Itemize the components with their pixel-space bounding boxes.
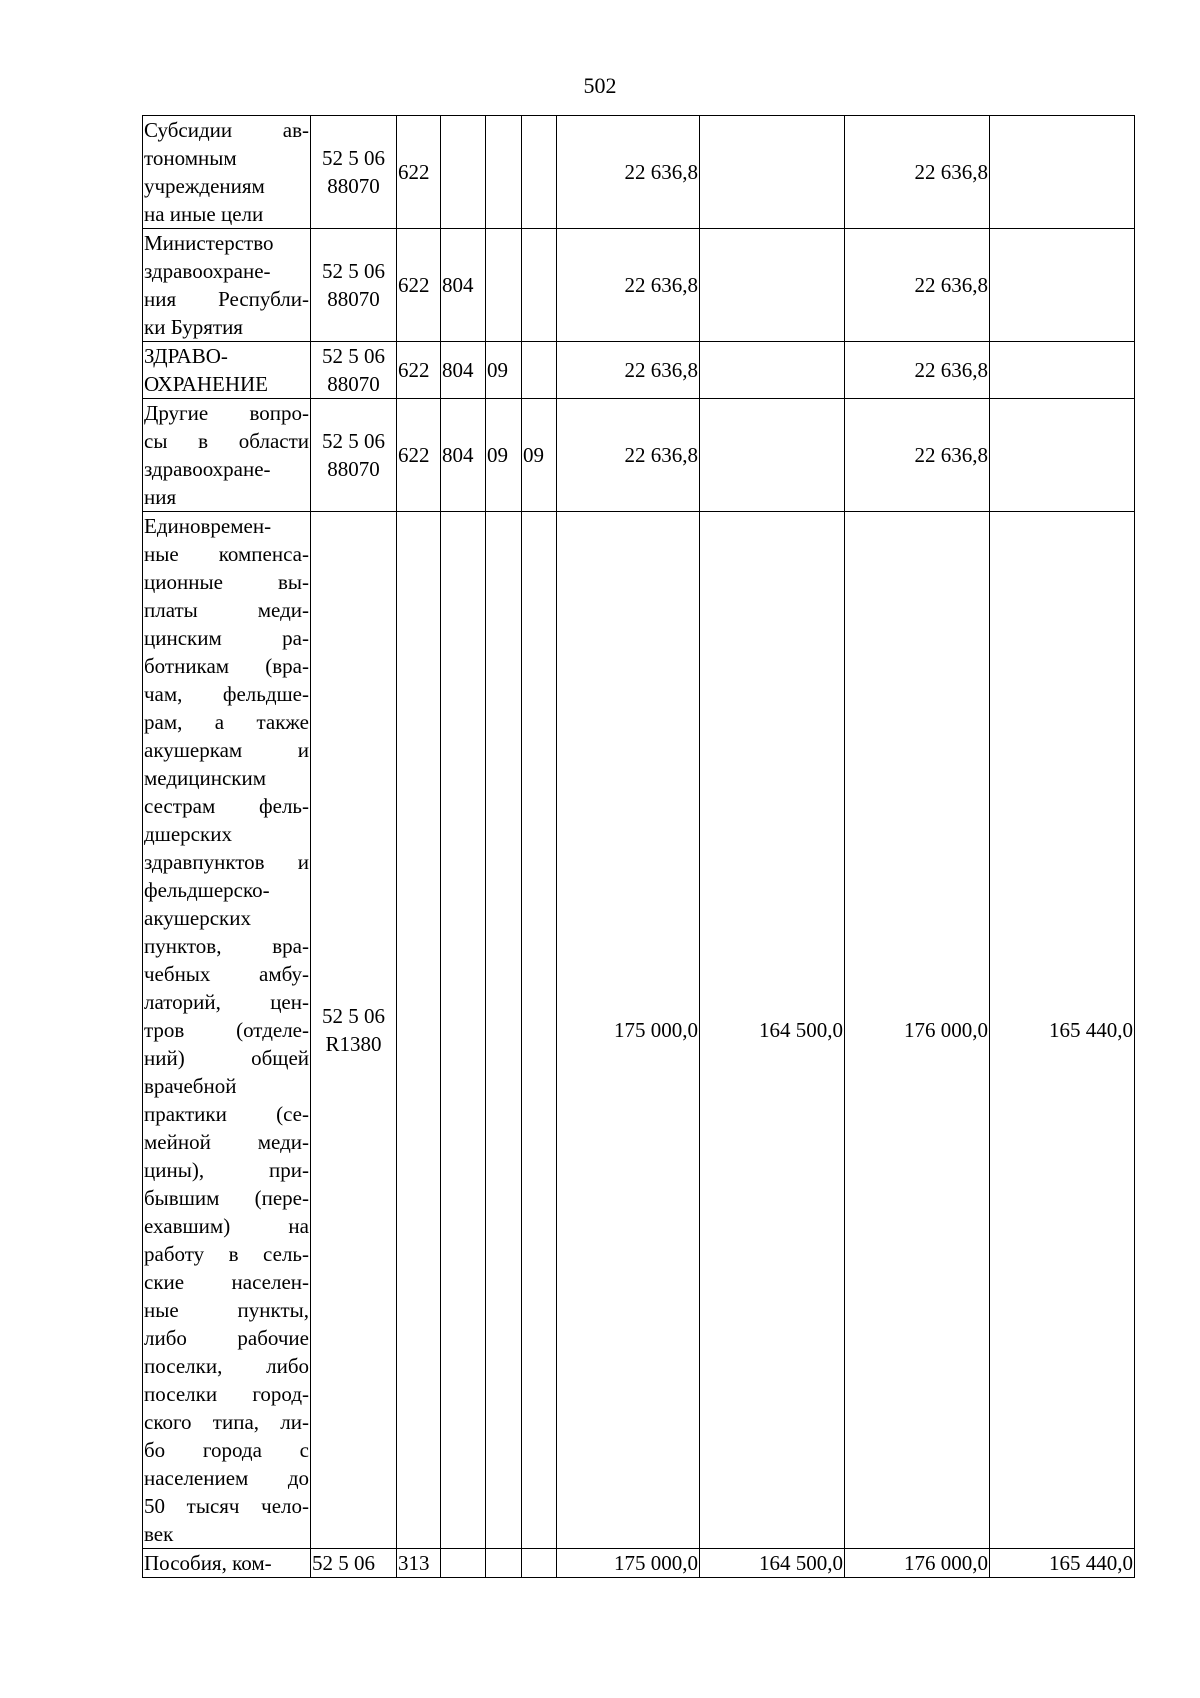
amount-col-1: 175 000,0 (557, 1549, 700, 1578)
ministry-code: 804 (441, 399, 486, 512)
description-line: 50 тысяч чело- (144, 1494, 309, 1518)
ministry-code (441, 1549, 486, 1578)
target-article-code (311, 229, 397, 342)
target-article-code (311, 116, 397, 229)
amount-col-4 (990, 229, 1135, 342)
description-line: сестрам фель- (144, 794, 309, 818)
table-row (143, 116, 1135, 229)
description-line: ботникам (вра- (144, 654, 309, 678)
description-line: чебных амбу- (144, 962, 309, 986)
subsection-code (522, 1549, 557, 1578)
section-code: 09 (486, 342, 522, 399)
description-line: Министерство (144, 231, 274, 255)
amount-col-1: 22 636,8 (557, 229, 700, 342)
description-line: ные компенса- (144, 542, 309, 566)
description-line: рам, а также (144, 710, 309, 734)
subsection-code (522, 116, 557, 229)
description-line: поселки, либо (144, 1354, 309, 1378)
item-description (143, 229, 311, 342)
description-line: ского типа, ли- (144, 1410, 309, 1434)
item-description (143, 399, 311, 512)
table-row (143, 512, 1135, 1549)
description-line: цинским ра- (144, 626, 309, 650)
expense-type-code: 622 (397, 229, 441, 342)
code-line: 88070 (327, 457, 380, 481)
ministry-code: 804 (441, 342, 486, 399)
description-line: врачебной (144, 1074, 237, 1098)
table-row (143, 1549, 1135, 1578)
description-line: здравоохране- (144, 457, 271, 481)
description-line: цины), при- (144, 1158, 309, 1182)
section-code (486, 1549, 522, 1578)
amount-col-2 (700, 342, 845, 399)
description-line: Единовремен- (144, 514, 272, 538)
description-line: дшерских (144, 822, 232, 846)
description-line: чам, фельдше- (144, 682, 309, 706)
subsection-code: 09 (522, 399, 557, 512)
code-line: 52 5 06 (322, 429, 385, 453)
table-row (143, 399, 1135, 512)
description-line: ния (144, 485, 177, 509)
description-line: ОХРАНЕНИЕ (144, 372, 269, 396)
description-line: населением до (144, 1466, 309, 1490)
item-description (143, 342, 311, 399)
description-line: Пособия, ком- (144, 1551, 272, 1575)
code-line: 52 5 06 (322, 259, 385, 283)
code-line: R1380 (325, 1032, 382, 1056)
description-line: ехавшим) на (144, 1214, 309, 1238)
amount-col-3: 176 000,0 (845, 512, 990, 1549)
description-line: пунктов, вра- (144, 934, 309, 958)
code-line: 52 5 06 (322, 1004, 385, 1028)
description-line: тономным (144, 146, 237, 170)
expense-type-code: 313 (397, 1549, 441, 1578)
amount-col-3: 22 636,8 (845, 342, 990, 399)
description-line: здравпунктов и (144, 850, 309, 874)
expense-type-code (397, 512, 441, 1549)
description-line: ний) общей (144, 1046, 309, 1070)
table-body (143, 116, 1135, 1578)
description-line: век (144, 1522, 174, 1546)
ministry-code (441, 512, 486, 1549)
target-article-code (311, 399, 397, 512)
section-code (486, 116, 522, 229)
amount-col-3: 176 000,0 (845, 1549, 990, 1578)
description-line: либо рабочие (144, 1326, 309, 1350)
budget-table (142, 115, 1135, 1578)
description-line: на иные цели (144, 202, 264, 226)
description-line: латорий, цен- (144, 990, 309, 1014)
amount-col-3: 22 636,8 (845, 116, 990, 229)
amount-col-1: 22 636,8 (557, 116, 700, 229)
subsection-code (522, 512, 557, 1549)
subsection-code (522, 342, 557, 399)
description-line: акушеркам и (144, 738, 309, 762)
amount-col-3: 22 636,8 (845, 229, 990, 342)
target-article-code (311, 1549, 397, 1578)
description-line: бывшим (пере- (144, 1186, 309, 1210)
item-description (143, 512, 311, 1549)
ministry-code (441, 116, 486, 229)
amount-col-4: 165 440,0 (990, 512, 1135, 1549)
code-line: 52 5 06 (322, 146, 385, 170)
expense-type-code: 622 (397, 399, 441, 512)
amount-col-3: 22 636,8 (845, 399, 990, 512)
amount-col-1: 175 000,0 (557, 512, 700, 1549)
description-line: учреждениям (144, 174, 265, 198)
description-line: медицинским (144, 766, 267, 790)
amount-col-2 (700, 229, 845, 342)
description-line: ния Республи- (144, 287, 309, 311)
amount-col-4 (990, 116, 1135, 229)
table-row (143, 342, 1135, 399)
page-number: 502 (583, 73, 617, 98)
amount-col-2 (700, 399, 845, 512)
target-article-code (311, 512, 397, 1549)
amount-col-1: 22 636,8 (557, 399, 700, 512)
section-code (486, 229, 522, 342)
section-code: 09 (486, 399, 522, 512)
item-description (143, 116, 311, 229)
table-row (143, 229, 1135, 342)
description-line: бо города с (144, 1438, 309, 1462)
amount-col-4 (990, 399, 1135, 512)
ministry-code: 804 (441, 229, 486, 342)
description-line: Другие вопро- (144, 401, 309, 425)
description-line: сы в области (144, 429, 309, 453)
description-line: здравоохране- (144, 259, 271, 283)
description-line: ские населен- (144, 1270, 309, 1294)
amount-col-1: 22 636,8 (557, 342, 700, 399)
amount-col-4 (990, 342, 1135, 399)
code-line: 88070 (327, 372, 380, 396)
description-line: Субсидии ав- (144, 118, 309, 142)
item-description (143, 1549, 311, 1578)
amount-col-2 (700, 116, 845, 229)
description-line: акушерских (144, 906, 251, 930)
section-code (486, 512, 522, 1549)
expense-type-code: 622 (397, 342, 441, 399)
code-line: 88070 (327, 287, 380, 311)
description-line: фельдшерско- (144, 878, 270, 902)
description-line: ные пункты, (144, 1298, 309, 1322)
target-article-code (311, 342, 397, 399)
description-line: практики (се- (144, 1102, 309, 1126)
code-line: 52 5 06 (312, 1551, 375, 1575)
subsection-code (522, 229, 557, 342)
description-line: ционные вы- (144, 570, 309, 594)
expense-type-code: 622 (397, 116, 441, 229)
description-line: ки Бурятия (144, 315, 243, 339)
description-line: поселки город- (144, 1382, 309, 1406)
amount-col-2: 164 500,0 (700, 1549, 845, 1578)
description-line: платы меди- (144, 598, 309, 622)
amount-col-2: 164 500,0 (700, 512, 845, 1549)
description-line: ЗДРАВО- (144, 344, 228, 368)
code-line: 88070 (327, 174, 380, 198)
description-line: работу в сель- (144, 1242, 309, 1266)
amount-col-4: 165 440,0 (990, 1549, 1135, 1578)
code-line: 52 5 06 (322, 344, 385, 368)
description-line: тров (отделе- (144, 1018, 309, 1042)
description-line: мейной меди- (144, 1130, 309, 1154)
